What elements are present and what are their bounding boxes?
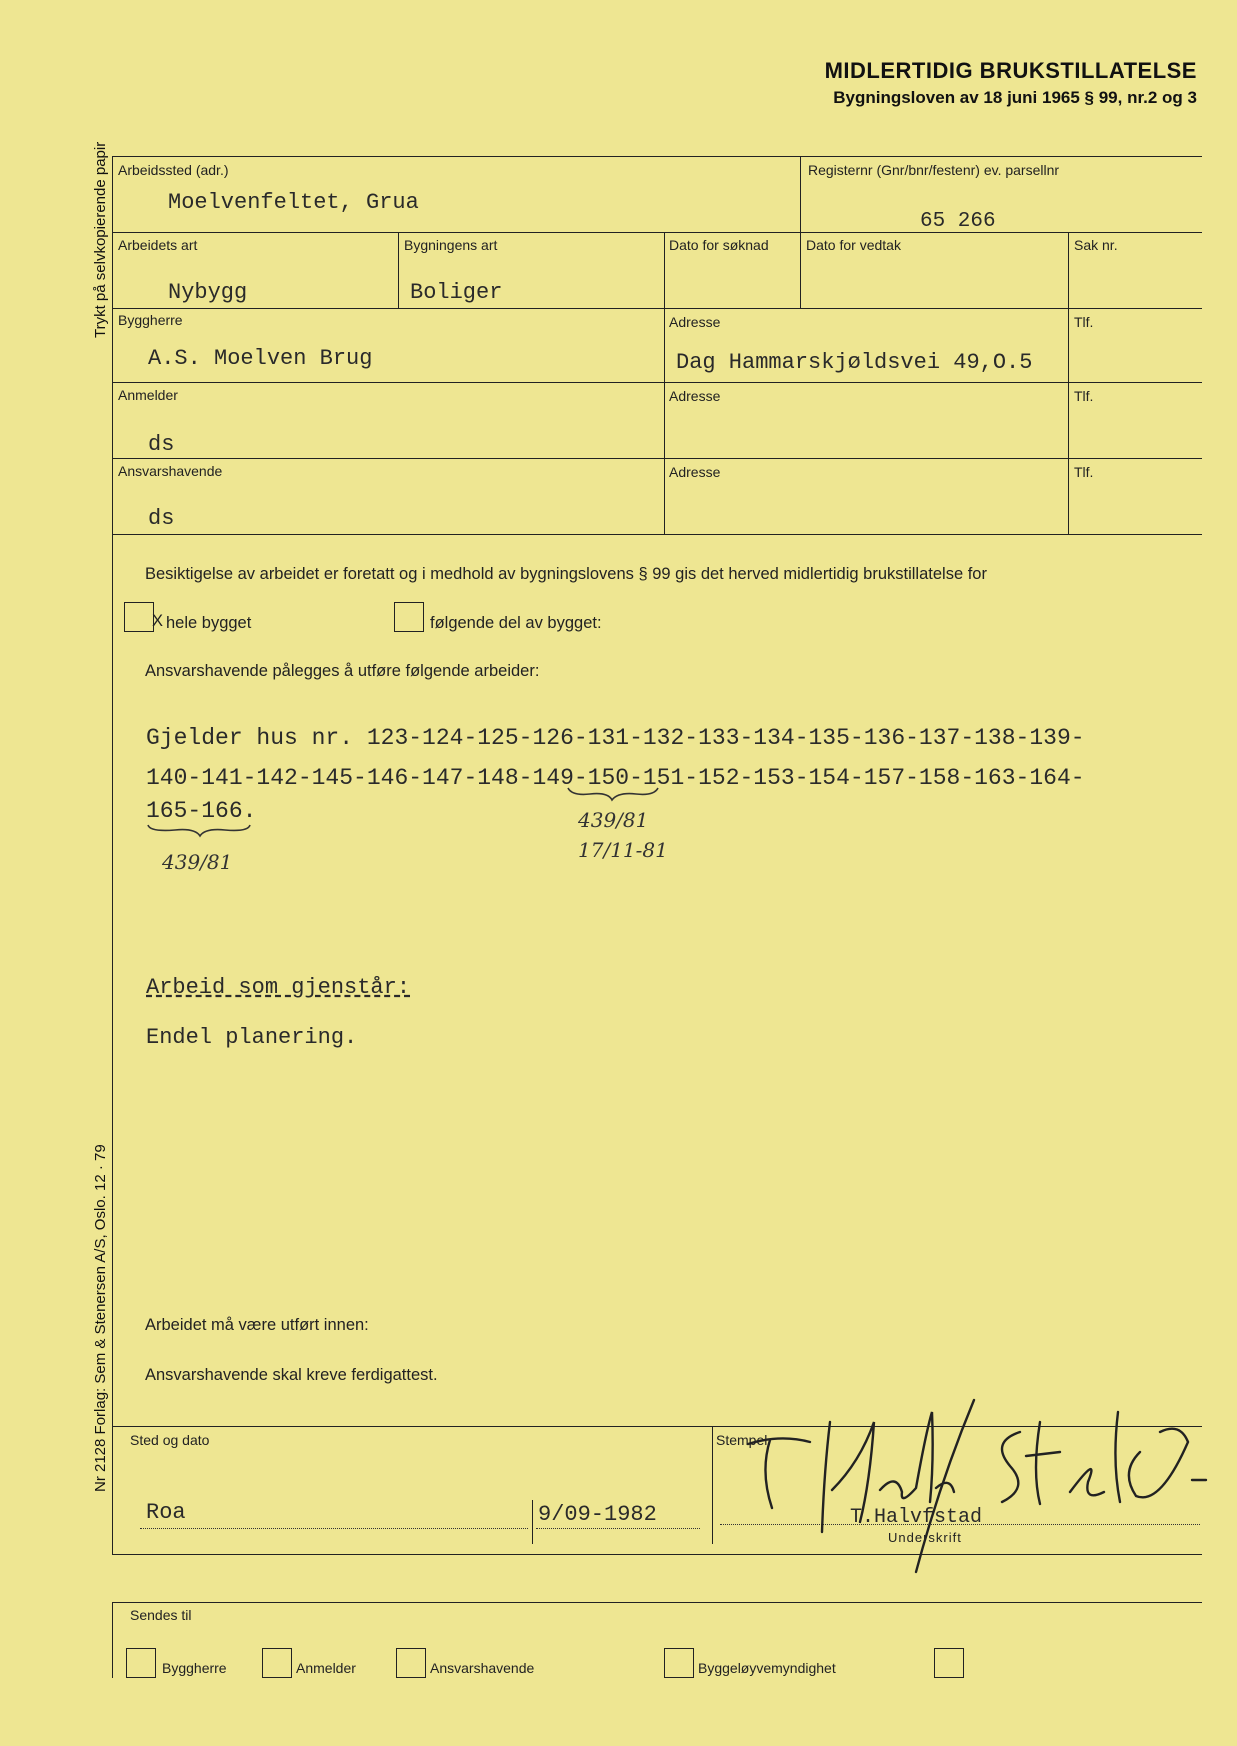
checkbox-send-byggeloyvemyndighet[interactable] [664,1648,694,1678]
row-divider [112,232,1202,233]
checkbox-whole-building[interactable] [124,602,154,632]
value-arbeidssted: Moelvenfeltet, Grua [168,190,419,215]
label-dato-vedtak: Dato for vedtak [806,237,901,253]
option-part-building-label: følgende del av bygget: [430,614,602,632]
col-divider [800,156,801,232]
col-divider [664,308,665,534]
label-adresse: Adresse [669,314,721,330]
row-divider [112,1554,1202,1555]
col-divider [1068,308,1069,534]
label-registernr: Registernr (Gnr/bnr/festenr) ev. parsellnr [808,162,1060,178]
value-dato: 9/09-1982 [538,1502,657,1527]
checkbox-send-byggherre[interactable] [126,1648,156,1678]
handwritten-note-1: 439/81 [162,850,233,874]
dato-dotted-line [536,1528,700,1529]
form-left-border [112,156,113,1554]
remaining-heading: Arbeid som gjenstår: [146,975,411,1000]
send-label-byggherre: Byggherre [162,1660,227,1676]
houses-line-3: 165-166. [146,798,257,824]
col-divider [712,1426,713,1544]
houses-line-2: 140-141-142-145-146-147-148-149-150-151-152-153-154-157-158-163-164- [146,765,1085,791]
final-note-text: Ansvarshavende skal kreve ferdigattest. [145,1366,438,1384]
form-left-border-bottom [112,1602,113,1678]
option-whole-building-label: hele bygget [166,614,252,632]
label-dato-soknad: Dato for søknad [669,237,769,253]
checkbox-send-ansvarshavende[interactable] [396,1648,426,1678]
col-divider [398,232,399,308]
side-text-bottom: Nr 2128 Forlag: Sem & Stenersen A/S, Oslo. 12 · 79 [92,1144,109,1492]
value-anmelder: ds [148,432,175,457]
side-text-top: Trykt på selvkopierende papir [92,141,109,338]
label-tlf: Tlf. [1074,314,1094,330]
col-divider [664,232,665,308]
value-arbeidets-art: Nybygg [168,280,248,305]
deadline-text: Arbeidet må være utført innen: [145,1316,369,1334]
statement-text: Besiktigelse av arbeidet er foretatt og i medhold av bygningslovens § 99 gis det herved midlertidig brukstillatelse for [145,565,987,583]
send-label-anmelder: Anmelder [296,1660,356,1676]
row-divider [112,382,1202,383]
label-adresse: Adresse [669,388,721,404]
form-title: MIDLERTIDIG BRUKSTILLATELSE [824,58,1197,83]
label-sted-dato: Sted og dato [130,1432,210,1448]
value-ansvarshavende: ds [148,506,175,531]
value-signatory: T.Halvfstad [850,1506,983,1529]
row-divider [112,534,1202,535]
col-divider [800,232,801,308]
handwritten-note-2a: 439/81 [578,808,649,832]
houses-line-1: Gjelder hus nr. 123-124-125-126-131-132-133-134-135-136-137-138-139- [146,725,1085,751]
value-byggherre-adresse: Dag Hammarskjøldsvei 49,O.5 [676,350,1033,375]
value-registernr: 65 266 [920,210,996,233]
col-divider [1068,232,1069,308]
instruction-text: Ansvarshavende pålegges å utføre følgende arbeider: [145,662,540,680]
label-adresse: Adresse [669,464,721,480]
checkbox-send-anmelder[interactable] [262,1648,292,1678]
value-byggherre: A.S. Moelven Brug [148,346,373,371]
row-divider [112,458,1202,459]
value-sted: Roa [146,1500,186,1525]
label-sak-nr: Sak nr. [1074,237,1118,253]
label-arbeidssted: Arbeidssted (adr.) [118,162,229,178]
row-divider [112,1602,1202,1603]
checkbox-send-other[interactable] [934,1648,964,1678]
label-stempel: Stempel [716,1432,768,1448]
checkbox-mark: X [152,612,164,630]
col-divider [532,1500,533,1544]
label-sendes-til: Sendes til [130,1607,192,1623]
value-bygningens-art: Boliger [410,280,503,305]
label-ansvarshavende: Ansvarshavende [118,463,223,479]
label-bygningens-art: Bygningens art [404,237,498,253]
checkbox-part-building[interactable] [394,602,424,632]
handwritten-note-2b: 17/11-81 [578,838,668,862]
label-tlf: Tlf. [1074,388,1094,404]
remaining-text: Endel planering. [146,1025,358,1050]
form-subtitle: Bygningsloven av 18 juni 1965 § 99, nr.2 og 3 [833,88,1197,107]
label-byggherre: Byggherre [118,312,183,328]
sted-dotted-line [140,1528,528,1529]
send-label-ansvarshavende: Ansvarshavende [430,1660,535,1676]
label-tlf: Tlf. [1074,464,1094,480]
label-anmelder: Anmelder [118,387,178,403]
label-arbeidets-art: Arbeidets art [118,237,198,253]
row-divider [112,308,1202,309]
row-divider [112,156,1202,157]
send-label-byggeloyvemyndighet: Byggeløyvemyndighet [698,1660,836,1676]
handwritten-signature [740,1392,1210,1592]
label-underskrift: Underskrift [888,1530,962,1545]
